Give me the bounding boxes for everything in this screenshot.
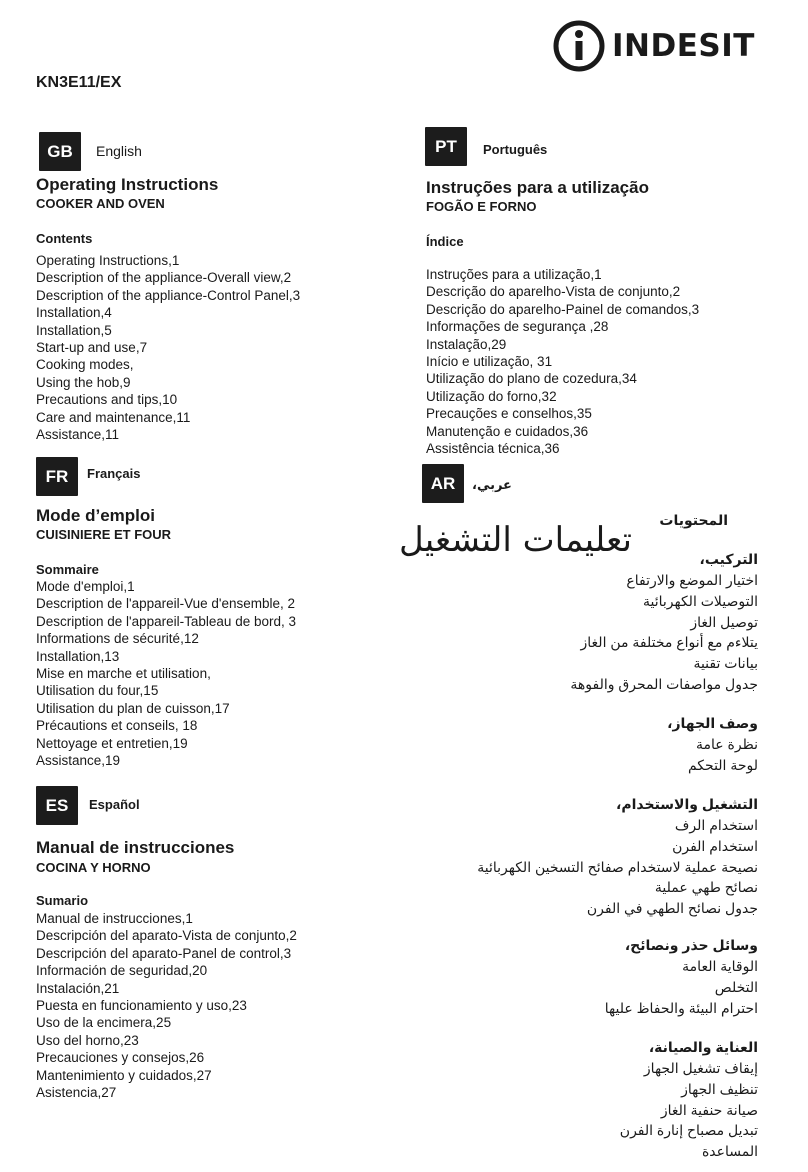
- toc-item: Descrição do aparelho-Painel de comandos,3: [426, 301, 700, 317]
- toc-item-ar: التوصيلات الكهربائية: [642, 592, 758, 609]
- toc-item-ar: يتلاءم مع أنواع مختلفة من الغاز: [580, 634, 758, 651]
- toc-item: Información de seguridad,20: [36, 963, 208, 979]
- toc-item: Asistencia,27: [36, 1085, 117, 1101]
- language-name-es: Español: [89, 797, 140, 812]
- toc-item-ar: لوحة التحكم: [687, 756, 758, 773]
- toc-group-heading-ar: العناية والصيانة،: [648, 1039, 758, 1055]
- toc-item: Mantenimiento y cuidados,27: [36, 1067, 212, 1083]
- toc-item: Uso de la encimera,25: [36, 1015, 172, 1031]
- language-name-gb: English: [96, 143, 142, 159]
- language-badge-ar: AR: [422, 464, 464, 503]
- toc-item: Precauciones y consejos,26: [36, 1050, 205, 1066]
- toc-item: Mise en marche et utilisation,: [36, 666, 211, 682]
- toc-group-heading-ar: وسائل حذر ونصائح،: [624, 937, 758, 953]
- toc-item: Installation,5: [36, 322, 112, 338]
- toc-item: Informações de segurança ,28: [426, 319, 609, 335]
- section-title-pt: Instruções para a utilização: [426, 178, 649, 197]
- toc-item-ar: استخدام الفرن: [672, 837, 758, 854]
- toc-item-ar: تنظيف الجهاز: [681, 1080, 758, 1097]
- toc-item: Uso del horno,23: [36, 1032, 139, 1048]
- toc-item-ar: احترام البيئة والحفاظ عليها: [604, 999, 758, 1016]
- toc-item: Operating Instructions,1: [36, 253, 180, 268]
- language-name-fr: Français: [87, 466, 141, 481]
- toc-item: Using the hob,9: [36, 374, 131, 390]
- language-name-pt: Português: [483, 142, 548, 157]
- toc-item: Instalação,29: [426, 336, 507, 352]
- toc-item-ar: الوقاية العامة: [682, 958, 758, 974]
- toc-item: Precauções e conselhos,35: [426, 406, 592, 422]
- section-title-ar: تعليمات التشغيل: [398, 520, 632, 560]
- toc-item: Description of the appliance-Overall view,2: [36, 270, 292, 286]
- toc-item: Cooking modes,: [36, 357, 134, 373]
- section-subtitle-gb: COOKER AND OVEN: [36, 196, 165, 211]
- language-badge-es: ES: [36, 786, 78, 825]
- indesit-logo-icon: [552, 19, 606, 73]
- section-title-gb: Operating Instructions: [36, 175, 219, 194]
- toc-group-ar: [605, 934, 758, 1018]
- toc-item: Início e utilização, 31: [426, 354, 553, 370]
- contents-heading-ar: المحتويات: [659, 512, 728, 528]
- toc-item-ar: صيانة حنفية الغاز: [660, 1101, 758, 1118]
- toc-item: Descripción del aparato-Vista de conjunto,2: [36, 928, 297, 944]
- toc-item: Description of the appliance-Control Panel,3: [36, 287, 301, 303]
- toc-list-es: [36, 910, 297, 1101]
- toc-item-ar: تبديل مصباح إنارة الفرن: [619, 1122, 758, 1139]
- toc-item: Description de l'appareil-Vue d'ensemble, 2: [36, 596, 296, 612]
- toc-item: Assistance,11: [36, 427, 120, 443]
- language-badge-pt: PT: [425, 127, 467, 166]
- toc-item: Utilização do plano de cozedura,34: [426, 371, 637, 387]
- toc-item: Mode d'emploi,1: [36, 579, 135, 594]
- toc-group-ar: [667, 712, 758, 776]
- section-subtitle-pt: FOGÃO E FORNO: [426, 199, 537, 214]
- contents-heading-es: Sumario: [36, 893, 89, 908]
- toc-item-ar: توصيل الغاز: [690, 613, 758, 630]
- toc-item: Précautions et conseils, 18: [36, 718, 198, 734]
- toc-item-ar: المساعدة: [701, 1143, 758, 1160]
- brand-name: INDESIT: [612, 28, 755, 64]
- toc-item: Manutenção e cuidados,36: [426, 423, 589, 439]
- toc-item: Description de l'appareil-Tableau de bord, 3: [36, 613, 296, 629]
- toc-item-ar: نظرة عامة: [696, 736, 758, 752]
- section-subtitle-es: COCINA Y HORNO: [36, 860, 151, 875]
- toc-item: Instalación,21: [36, 980, 120, 996]
- section-subtitle-fr: CUISINIERE ET FOUR: [36, 527, 172, 542]
- contents-heading-pt: Índice: [426, 234, 464, 249]
- toc-item: Installation,13: [36, 648, 120, 664]
- toc-item-ar: جدول مواصفات المحرق والفوهة: [570, 675, 758, 692]
- toc-group-ar: [570, 548, 758, 695]
- toc-group-heading-ar: وصف الجهاز،: [667, 715, 758, 731]
- toc-group-heading-ar: التركيب،: [699, 551, 758, 567]
- toc-item: Utilisation du four,15: [36, 683, 159, 699]
- toc-item-ar: نصيحة عملية لاستخدام صفائح التسخين الكهربائية: [477, 858, 758, 875]
- toc-item: Precautions and tips,10: [36, 392, 178, 408]
- contents-heading-fr: Sommaire: [36, 562, 99, 577]
- brand-logo: [552, 18, 755, 74]
- toc-item: Informations de sécurité,12: [36, 631, 199, 647]
- toc-group-ar: [620, 1036, 758, 1162]
- toc-item: Instruções para a utilização,1: [426, 267, 602, 282]
- toc-item: Manual de instrucciones,1: [36, 911, 193, 926]
- model-number: KN3E11/EX: [36, 74, 122, 91]
- toc-item: Puesta en funcionamiento y uso,23: [36, 998, 247, 1014]
- toc-item-ar: جدول نصائح الطهي في الفرن: [586, 900, 758, 917]
- language-badge-fr: FR: [36, 457, 78, 496]
- toc-group-heading-ar: التشغيل والاستخدام،: [616, 796, 758, 812]
- toc-item: Installation,4: [36, 305, 112, 321]
- toc-item-ar: بيانات تقنية: [693, 655, 758, 672]
- toc-list-gb: [36, 252, 300, 443]
- section-title-es: Manual de instrucciones: [36, 838, 235, 857]
- toc-list-pt: [426, 266, 699, 457]
- toc-item-ar: استخدام الرف: [674, 817, 758, 833]
- toc-group-ar: [477, 793, 758, 919]
- toc-item-ar: التخلص: [714, 978, 758, 995]
- toc-item: Descrição do aparelho-Vista de conjunto,2: [426, 284, 681, 300]
- toc-item: Utilização do forno,32: [426, 388, 557, 404]
- toc-item: Assistance,19: [36, 753, 121, 769]
- contents-heading-gb: Contents: [36, 231, 93, 246]
- toc-item-ar: نصائح طهي عملية: [654, 879, 758, 896]
- toc-item: Care and maintenance,11: [36, 409, 191, 425]
- toc-list-fr: [36, 578, 296, 769]
- section-title-fr: Mode d’emploi: [36, 506, 155, 525]
- toc-item: Utilisation du plan de cuisson,17: [36, 700, 230, 716]
- toc-item: Nettoyage et entretien,19: [36, 735, 188, 751]
- toc-item: Assistência técnica,36: [426, 441, 560, 457]
- toc-item: Descripción del aparato-Panel de control,3: [36, 945, 292, 961]
- toc-item: Start-up and use,7: [36, 340, 148, 356]
- toc-item-ar: اختيار الموضع والارتفاع: [626, 572, 758, 588]
- language-badge-gb: GB: [39, 132, 81, 171]
- toc-item-ar: إيقاف تشغيل الجهاز: [643, 1060, 758, 1076]
- language-name-ar: عربي،: [472, 478, 512, 493]
